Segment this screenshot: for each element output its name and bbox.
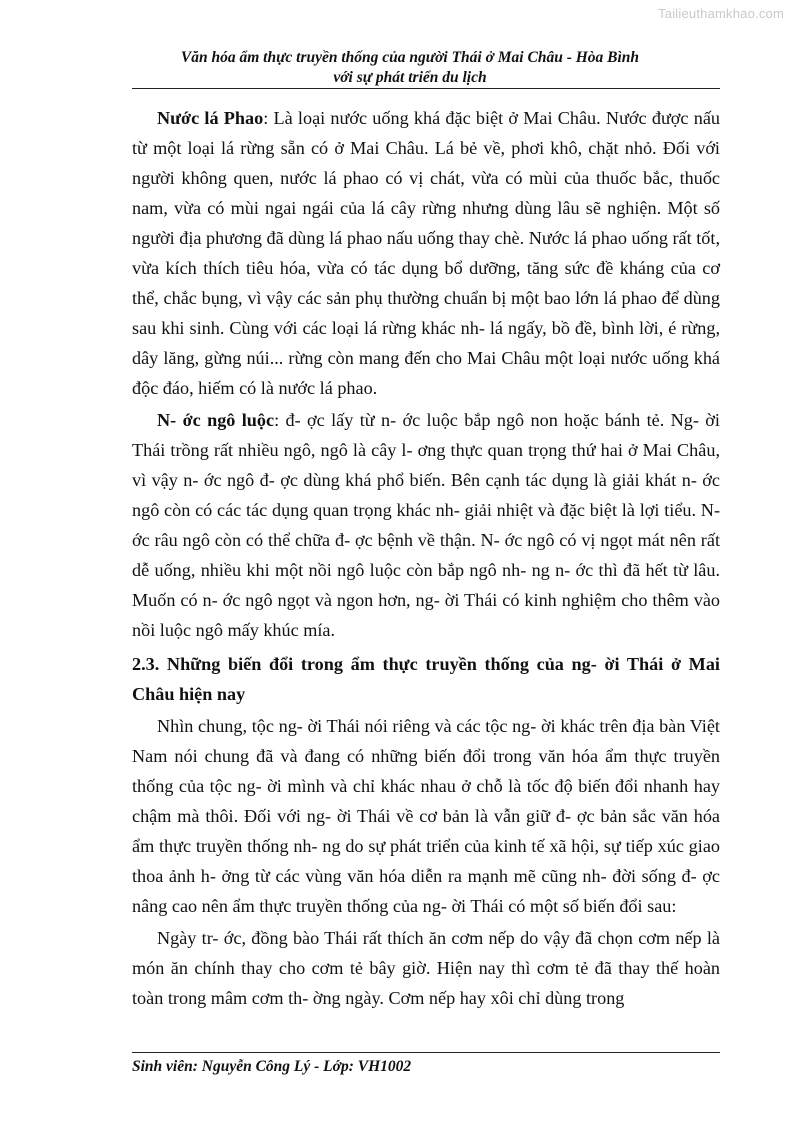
paragraph-nuoc-la-phao bbox=[132, 103, 720, 403]
paragraph-text: : Là loại nước uống khá đặc biệt ở Mai Châu. Nước được nấu từ một loại lá rừng sẵn có ở Mai Châu. Lá bẻ về, phơi khô, chặt nhỏ. Đối với người không quen, nước lá phao có vị chát, vừa có mùi của thuốc bắc, thuốc nam, vừa có mùi ngai ngái của lá cây rừng nhưng dùng lâu sẽ nghiện. Một số người địa phương đã dùng lá phao nấu uống thay chè. Nước lá phao uống rất tốt, vừa kích thích tiêu hóa, vừa có tác dụng bổ dưỡng, tăng sức đề kháng của cơ thể, chắc bụng, vì vậy các sản phụ thường chuẩn bị một bao lớn lá phao để dùng sau khi sinh. Cùng với các loại lá rừng khác nh- lá ngấy, bồ đề, bình lời, é rừng, dây lăng, gừng núi... rừng còn mang đến cho Mai Châu một loại nước uống khá độc đáo, hiếm có là nước lá phao. bbox=[132, 108, 720, 398]
page-header bbox=[100, 48, 720, 88]
page-footer: Sinh viên: Nguyễn Công Lý - Lớp: VH1002 bbox=[132, 1058, 412, 1075]
paragraph-nuoc-ngo-luoc bbox=[132, 405, 720, 645]
section-heading-2-3: 2.3. Những biến đổi trong ẩm thực truyền thống của ng- ời Thái ở Mai Châu hiện nay bbox=[132, 654, 720, 704]
header-divider bbox=[132, 88, 720, 89]
term-nuoc-la-phao: Nước lá Phao bbox=[157, 108, 264, 128]
paragraph-text: : đ- ợc lấy từ n- ớc luộc bắp ngô non hoặc bánh tẻ. Ng- ời Thái trồng rất nhiều ngô, ngô là cây l- ơng thực quan trọng thứ hai ở Mai Châu, vì vậy n- ớc ngô đ- ợc dùng khá phổ biến. Bên cạnh tác dụng là giải khát n- ớc ngô còn có các tác dụng quan trọng khác nh- giải nhiệt và đặc biệt là lợi tiểu. N- ớc râu ngô còn có thể chữa đ- ợc bệnh về thận. N- ớc ngô có vị ngọt mát nên rất dễ uống, nhiều khi một nồi ngô luộc còn bắp ngô nh- ng n- ớc thì đã hết từ lâu. Muốn có n- ớc ngô ngọt và ngon hơn, ng- ời Thái có kinh nghiệm cho thêm vào nồi luộc ngô mấy khúc mía. bbox=[132, 410, 720, 640]
document-body bbox=[132, 103, 720, 1013]
term-nuoc-ngo-luoc: N- ớc ngô luộc bbox=[157, 410, 275, 430]
footer-divider bbox=[132, 1052, 720, 1053]
paragraph-com-nep: Ngày tr- ớc, đồng bào Thái rất thích ăn cơm nếp do vậy đã chọn cơm nếp là món ăn chính thay cho cơm tẻ bây giờ. Hiện nay thì cơm tẻ đã thay thế hoàn toàn trong mâm cơm th- ờng ngày. Cơm nếp hay xôi chỉ dùng trong bbox=[132, 928, 720, 1008]
watermark-text: Tailieuthamkhao.com bbox=[658, 6, 784, 21]
header-title-line-2: với sự phát triển du lịch bbox=[333, 69, 487, 86]
paragraph-overview-changes: Nhìn chung, tộc ng- ời Thái nói riêng và các tộc ng- ời khác trên địa bàn Việt Nam nói chung đã và đang có những biến đổi trong văn hóa ẩm thực truyền thống của tộc ng- ời mình và chỉ khác nhau ở chỗ là tốc độ biến đổi nhanh hay chậm mà thôi. Đối với ng- ời Thái về cơ bản là vẫn giữ đ- ợc bản sắc văn hóa ẩm thực truyền thống nh- ng do sự phát triển của kinh tế xã hội, sự tiếp xúc giao thoa ảnh h- ởng từ các vùng văn hóa diễn ra mạnh mẽ cũng nh- đời sống đ- ợc nâng cao nên ẩm thực truyền thống của ng- ời Thái có một số biến đổi sau: bbox=[132, 716, 720, 916]
header-title-line-1: Văn hóa ẩm thực truyền thống của người Thái ở Mai Châu - Hòa Bình bbox=[180, 49, 640, 66]
